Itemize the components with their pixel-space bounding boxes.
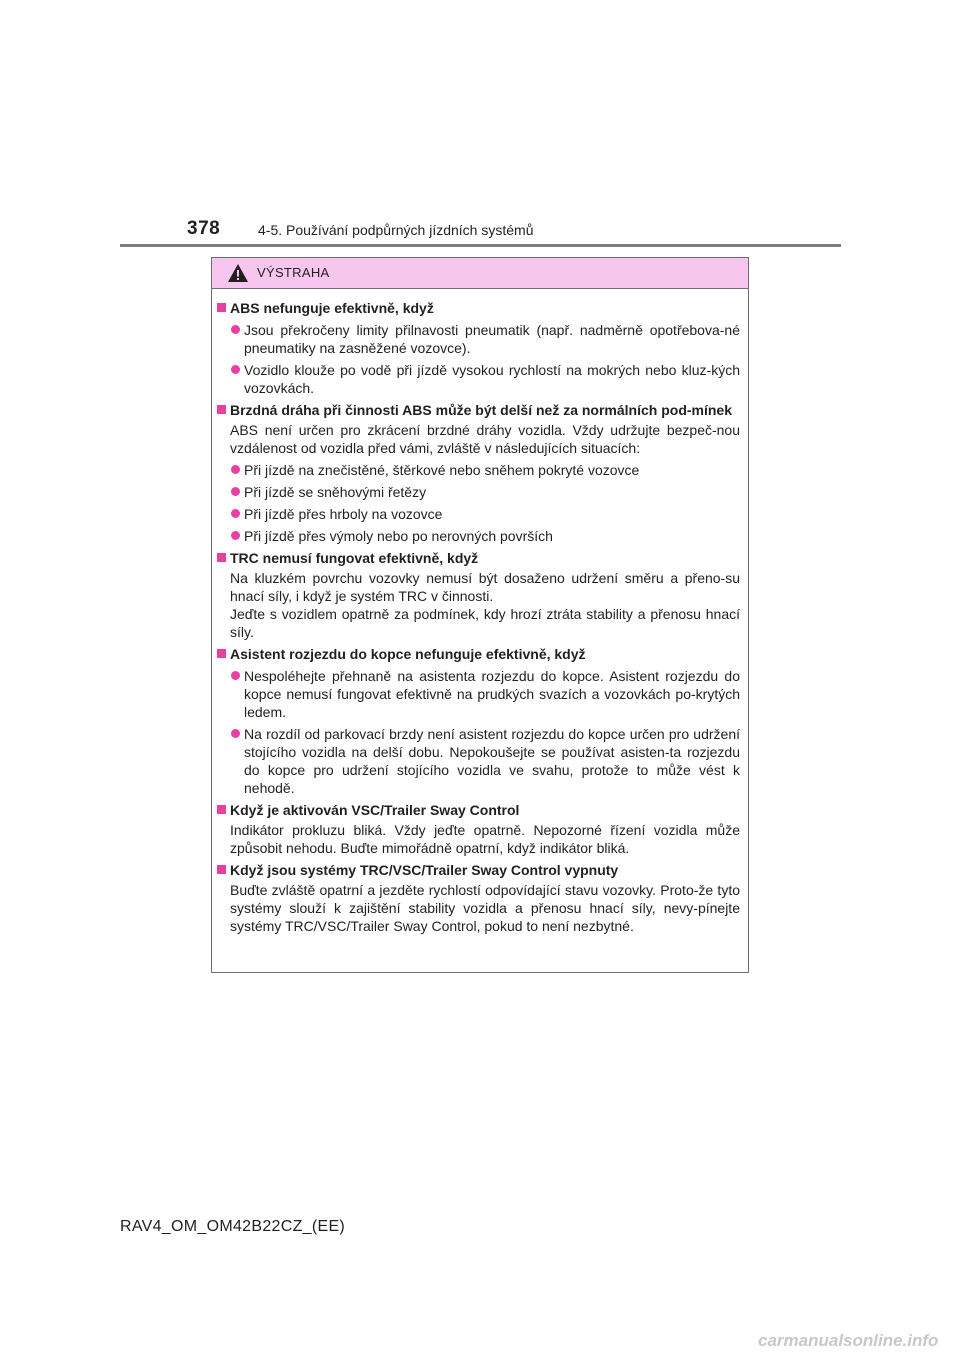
warning-triangle-icon [227, 263, 249, 283]
heading-text: TRC nemusí fungovat efektivně, když [230, 550, 479, 566]
round-bullet-icon [231, 671, 240, 680]
bullet-text: Při jízdě se sněhovými řetězy [244, 484, 427, 500]
paragraph: Indikátor prokluzu bliká. Vždy jeďte opatrně. Nepozorné řízení vozidla může způsobit nehodu. Buďte mimořádně opatrní, když indikátor bliká. [230, 822, 740, 856]
heading-text: Když jsou systémy TRC/VSC/Trailer Sway Control vypnuty [230, 862, 619, 878]
heading-text: Asistent rozjezdu do kopce nefunguje efektivně, když [230, 646, 586, 662]
square-bullet-icon [217, 553, 226, 562]
warning-box [211, 257, 749, 973]
section-heading [217, 299, 740, 317]
square-bullet-icon [217, 805, 226, 814]
round-bullet-icon [231, 531, 240, 540]
round-bullet-icon [231, 365, 240, 374]
bullet-text: Při jízdě na znečistěné, štěrkové nebo sněhem pokryté vozovce [244, 462, 640, 478]
bullet-item [217, 461, 740, 479]
bullet-text: Při jízdě přes výmoly nebo po nerovných površích [244, 528, 553, 544]
round-bullet-icon [231, 729, 240, 738]
bullet-item [217, 667, 740, 721]
round-bullet-icon [231, 325, 240, 334]
heading-text: ABS nefunguje efektivně, když [230, 300, 434, 316]
warning-content [212, 289, 748, 935]
paragraph: Na kluzkém povrchu vozovky nemusí být dosaženo udržení směru a přeno-su hnací síly, i když je systém TRC v činnosti. [230, 570, 740, 604]
square-bullet-icon [217, 405, 226, 414]
section-title: 4-5. Používání podpůrných jízdních systémů [258, 222, 534, 238]
round-bullet-icon [231, 509, 240, 518]
bullet-item [217, 361, 740, 397]
square-bullet-icon [217, 303, 226, 312]
paragraph: Jeďte s vozidlem opatrně za podmínek, kdy hrozí ztráta stability a přenosu hnací síly. [230, 606, 740, 640]
heading-text: Když je aktivován VSC/Trailer Sway Control [230, 802, 520, 818]
footer-code: RAV4_OM_OM42B22CZ_(EE) [120, 1218, 346, 1235]
bullet-item [217, 483, 740, 501]
page-number: 378 [187, 218, 221, 239]
watermark: carmanualsonline.info [758, 1331, 939, 1350]
section-heading [217, 645, 740, 663]
section-heading [217, 549, 740, 567]
section-heading [217, 861, 740, 879]
bullet-item [217, 527, 740, 545]
header-rule [120, 244, 841, 247]
square-bullet-icon [217, 865, 226, 874]
round-bullet-icon [231, 487, 240, 496]
bullet-item [217, 321, 740, 357]
bullet-text: Nespoléhejte přehnaně na asistenta rozjezdu do kopce. Asistent rozjezdu do kopce nemusí fungovat efektivně na prudkých svazích a vozovkách po-krytých ledem. [244, 668, 740, 720]
heading-text: Brzdná dráha při činnosti ABS může být delší než za normálních pod-mínek [230, 402, 733, 418]
bullet-text: Při jízdě přes hrboly na vozovce [244, 506, 443, 522]
bullet-text: Na rozdíl od parkovací brzdy není asistent rozjezdu do kopce určen pro udržení stojícího vozidla na delší dobu. Nepokoušejte se používat asisten-ta rozjezdu do kopce pro udržení stojícího vozidla ve svahu, protože to může vést k nehodě. [244, 726, 740, 796]
bullet-text: Vozidlo klouže po vodě při jízdě vysokou rychlostí na mokrých nebo kluz-kých vozovkách. [244, 362, 740, 396]
square-bullet-icon [217, 649, 226, 658]
bullet-text: Jsou překročeny limity přilnavosti pneumatik (např. nadměrně opotřebova-né pneumatiky na zasněžené vozovce). [244, 322, 740, 356]
warning-header [212, 258, 748, 289]
paragraph: ABS není určen pro zkrácení brzdné dráhy vozidla. Vždy udržujte bezpeč-nou vzdálenost od vozidla před vámi, zvláště v následujících situacích: [230, 422, 740, 456]
warning-label: VÝSTRAHA [257, 265, 330, 280]
paragraph: Buďte zvláště opatrní a jezděte rychlostí odpovídající stavu vozovky. Proto-že tyto systémy slouží k zajištění stability vozidla a přenosu hnací síly, nevy-pínejte systémy TRC/VSC/Trailer Sway Control, pokud to není nezbytné. [230, 882, 740, 934]
section-heading [217, 401, 740, 419]
round-bullet-icon [231, 465, 240, 474]
section-heading [217, 801, 740, 819]
bullet-item [217, 505, 740, 523]
bullet-item [217, 725, 740, 797]
